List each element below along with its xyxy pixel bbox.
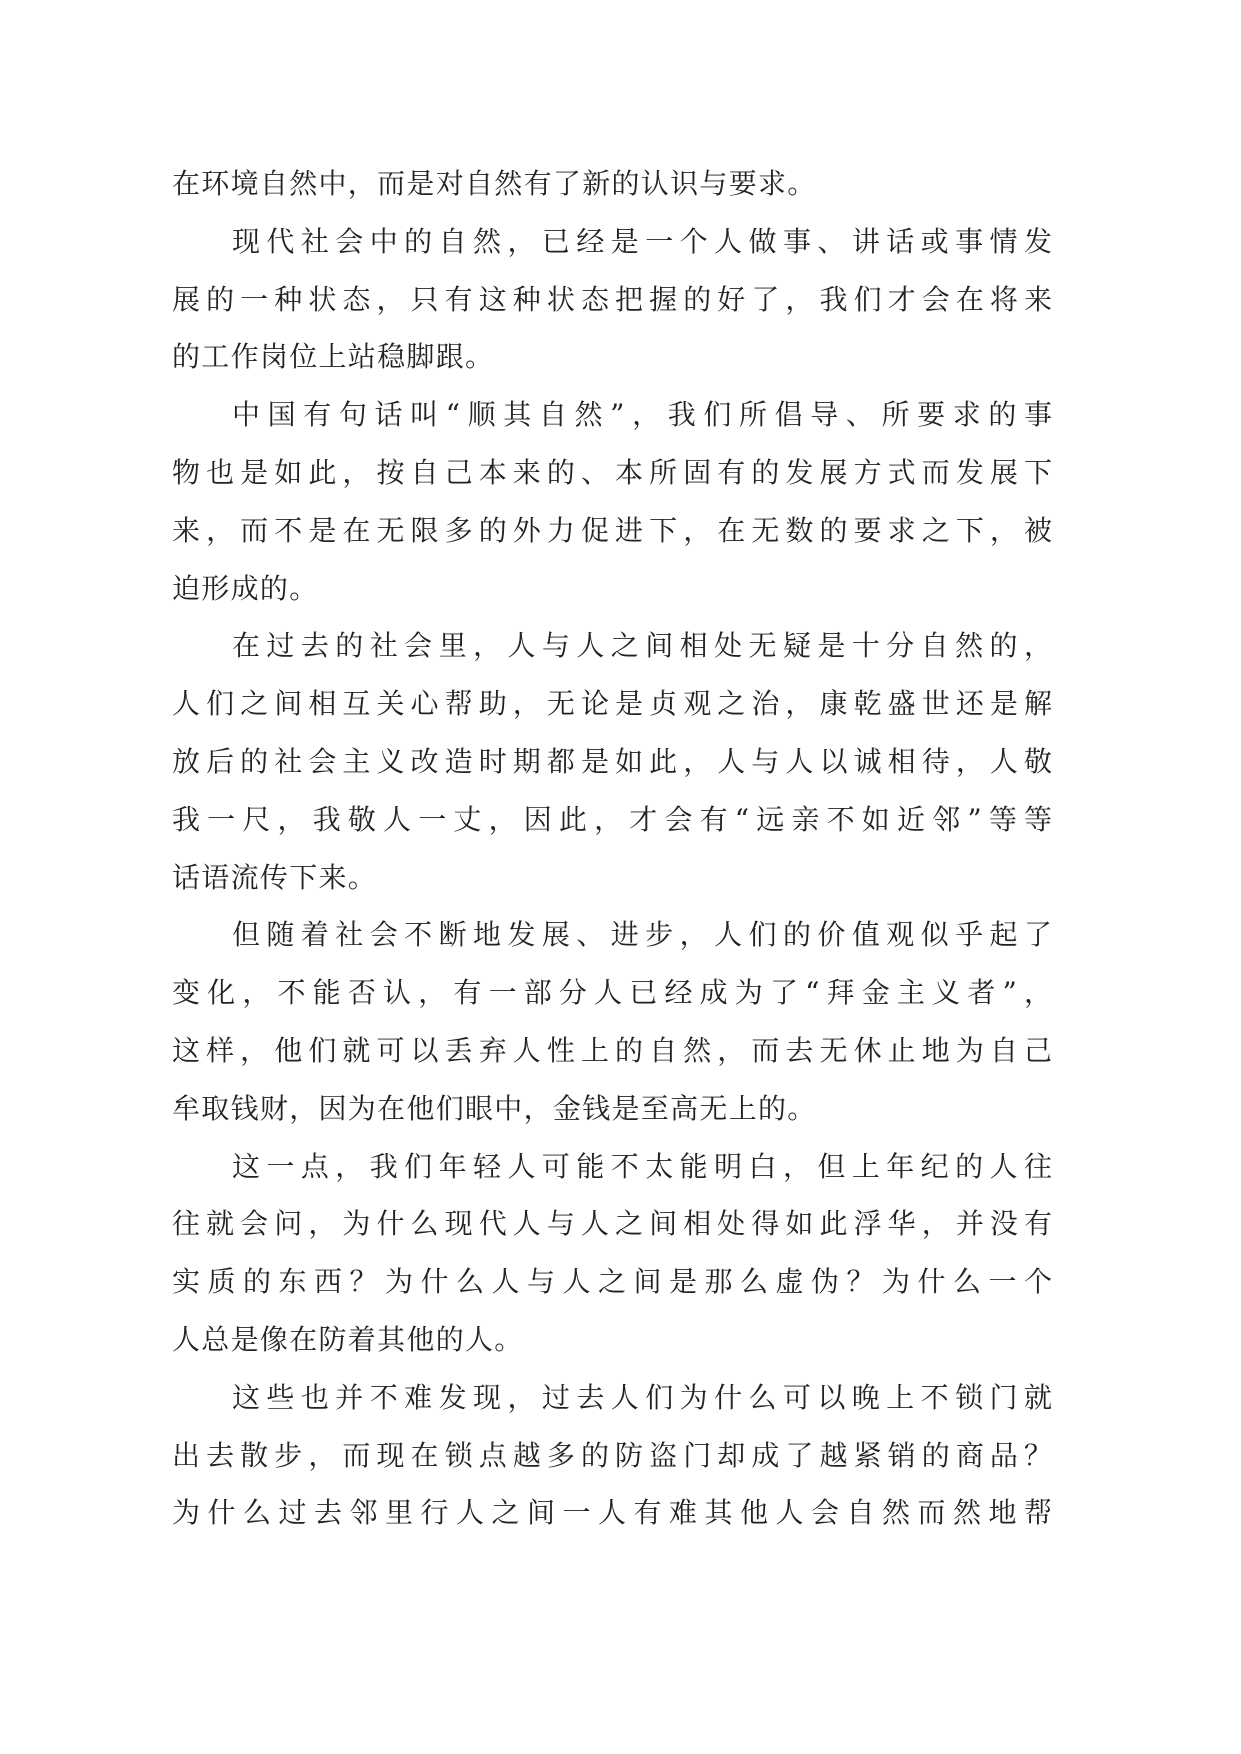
text-line: 实质的东西？为什么人与人之间是那么虚伪？为什么一个 (172, 1265, 1052, 1299)
text-line: 出去散步，而现在锁点越多的防盗门却成了越紧销的商品？ (172, 1438, 1052, 1472)
text-line: 人总是像在防着其他的人。 (172, 1322, 524, 1356)
text-line: 在环境自然中，而是对自然有了新的认识与要求。 (172, 167, 817, 200)
paragraph (172, 213, 1052, 386)
text-line: 迫形成的。 (172, 571, 319, 605)
text-line: 在过去的社会里，人与人之间相处无疑是十分自然的， (232, 629, 1052, 663)
text-line: 人们之间相互关心帮助，无论是贞观之治，康乾盛世还是解 (172, 687, 1052, 721)
text-line: 这些也并不难发现，过去人们为什么可以晚上不锁门就 (232, 1380, 1052, 1414)
text-line: 现代社会中的自然，已经是一个人做事、讲话或事情发 (232, 224, 1052, 258)
paragraph (172, 617, 1052, 906)
text-line: 这一点，我们年轻人可能不太能明白，但上年纪的人往 (232, 1149, 1052, 1183)
body-text (172, 155, 1052, 1542)
text-line: 放后的社会主义改造时期都是如此，人与人以诚相待，人敬 (172, 744, 1052, 778)
paragraph (172, 906, 1052, 1137)
continued-paragraph (172, 155, 1052, 213)
paragraph (172, 1369, 1052, 1542)
text-line: 往就会问，为什么现代人与人之间相处得如此浮华，并没有 (172, 1207, 1052, 1241)
text-line: 物也是如此，按自己本来的、本所固有的发展方式而发展下 (172, 455, 1052, 489)
text-line: 但随着社会不断地发展、进步，人们的价值观似乎起了 (232, 918, 1052, 952)
text-line: 中国有句话叫“顺其自然”，我们所倡导、所要求的事 (232, 398, 1052, 432)
text-line: 展的一种状态，只有这种状态把握的好了，我们才会在将来 (172, 282, 1052, 316)
text-line: 为什么过去邻里行人之间一人有难其他人会自然而然地帮 (172, 1496, 1052, 1530)
text-line: 我一尺，我敬人一丈，因此，才会有“远亲不如近邻”等等 (172, 802, 1052, 836)
text-line: 来，而不是在无限多的外力促进下，在无数的要求之下，被 (172, 513, 1052, 547)
text-line: 牟取钱财，因为在他们眼中，金钱是至高无上的。 (172, 1091, 817, 1125)
text-line: 变化，不能否认，有一部分人已经成为了“拜金主义者”， (172, 976, 1052, 1010)
text-line: 的工作岗位上站稳脚跟。 (172, 340, 495, 374)
paragraph (172, 1138, 1052, 1369)
text-line: 话语流传下来。 (172, 860, 378, 894)
paragraph (172, 386, 1052, 617)
text-line: 这样，他们就可以丢弃人性上的自然，而去无休止地为自己 (172, 1033, 1052, 1067)
